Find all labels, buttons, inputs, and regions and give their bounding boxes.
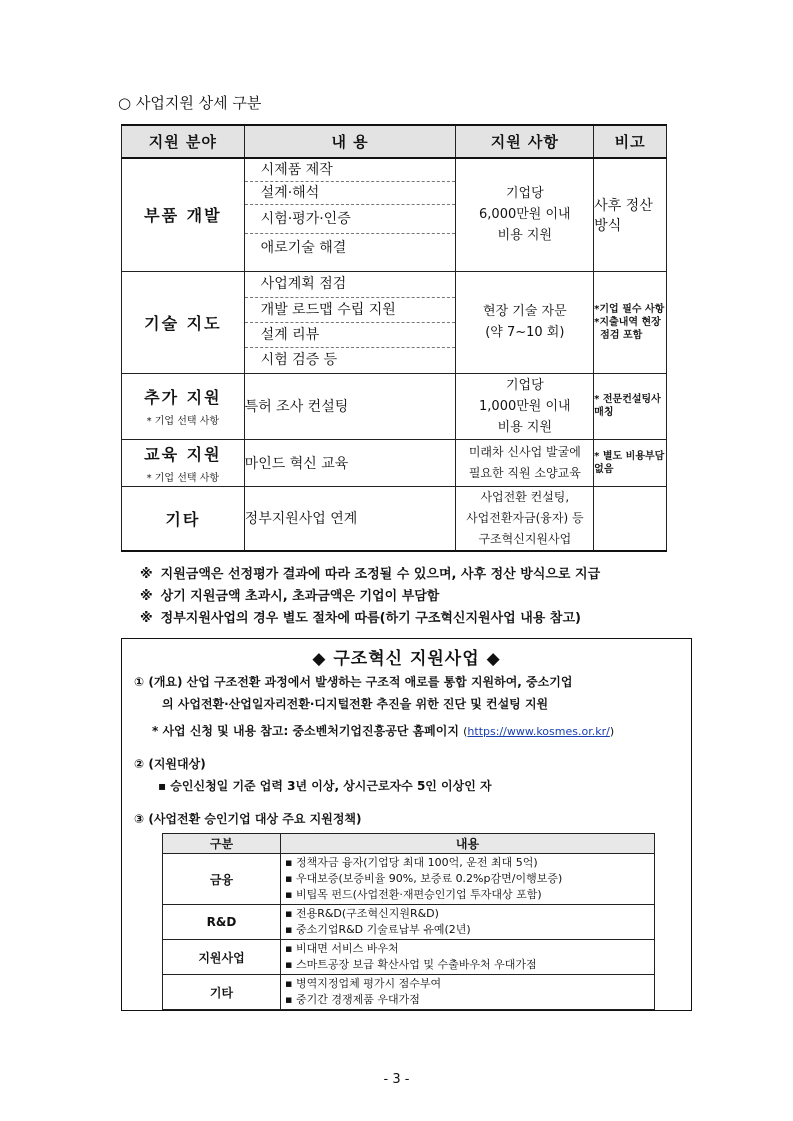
table-header-row [163,834,655,854]
support-line: (약 7~10 회) [485,325,565,340]
list-item: ▪ 스마트공장 보급 확산사업 및 수출바우처 우대가점 [285,958,537,971]
policy-table [162,833,655,1010]
header-area: 지원 분야 [122,125,245,158]
support-detail-table [121,124,667,552]
support-cell [456,271,594,373]
area-cell: 부품 개발 [122,158,245,271]
footnotes [140,564,600,630]
support-line: 비용 지원 [497,228,553,244]
table-header-row [122,125,667,158]
support-line: 구조혁신지원사업 [478,531,572,546]
target-text: ▪ 승인신청일 기준 업력 3년 이상, 상시근로자수 5인 이상인 자 [158,779,492,793]
support-cell [456,439,594,486]
note-mark: ※ [140,589,153,604]
header-category: 구분 [163,834,281,854]
table-row [163,940,655,975]
content-cell [244,158,456,271]
note-cell: * 별도 비용부담 없음 [594,439,667,486]
list-item: 설계 리뷰 [245,323,456,348]
support-line: 6,000만원 이내 [479,207,571,223]
reference-line [152,722,614,739]
paren-close: ) [609,725,615,738]
area-cell [122,439,245,486]
table-row [122,158,667,271]
footnote [140,608,600,630]
list-item: ▪ 우대보증(보증비율 90%, 보증료 0.2%p감면/이행보증) [285,872,563,885]
note-line: *지출내역 현장 [594,316,661,328]
area-cell: 기술 지도 [122,271,245,373]
list-item: ▪ 중기간 경쟁제품 우대가점 [285,993,420,1006]
header-content: 내용 [281,834,655,854]
support-cell [456,158,594,271]
items-cell [281,905,655,940]
content-cell: 정부지원사업 연계 [244,486,456,551]
list-item: 시제품 제작 [245,159,456,182]
list-item: 애로기술 해결 [260,240,347,256]
footnote [140,586,600,608]
note-cell [594,271,667,373]
items-cell [281,854,655,905]
area-label: 추가 지원 [144,388,222,407]
table-row [163,975,655,1010]
support-line: 사업전환 컨설팅, [480,489,570,504]
list-item: 개발 로드맵 수립 지원 [245,298,456,323]
support-line: 기업당 [505,186,544,202]
box-title: ◆ 구조혁신 지원사업 ◆ [312,649,501,669]
content-cell: 마인드 혁신 교육 [244,439,456,486]
area-cell [122,373,245,439]
structural-innovation-box [121,638,692,1011]
support-line: 현장 기술 자문 [483,304,567,319]
support-cell [456,373,594,439]
header-note: 비고 [594,125,667,158]
note-text: 지원금액은 선정평가 결과에 따라 조정될 수 있으며, 사후 정산 방식으로 지급 [160,567,601,582]
list-item: ▪ 비대면 서비스 바우처 [285,942,399,955]
table-row [122,373,667,439]
list-item: 사업계획 점검 [245,272,456,298]
category-cell: 기타 [163,975,281,1010]
overview-line-2: 의 사업전환·산업일자리전환·디지털전환 추진을 위한 진단 및 컨설팅 지원 [162,697,549,711]
support-line: 1,000만원 이내 [479,398,571,414]
note-cell: * 전문컨설팅사 매칭 [594,373,667,439]
note-mark: ※ [140,611,153,626]
note-mark: ※ [140,567,153,582]
category-cell: R&D [163,905,281,940]
table-row [163,905,655,940]
header-content: 내 용 [244,125,456,158]
paren-open: ( [463,725,468,738]
footnote [140,564,600,586]
kosmes-link[interactable]: https://www.kosmes.or.kr/ [467,725,610,738]
support-line: 기업당 [505,377,544,393]
area-sub-label: * 기업 선택 사항 [146,472,220,484]
note-text: 정부지원사업의 경우 별도 절차에 따름(하기 구조혁신지원사업 내용 참고) [160,611,581,626]
list-item: 시험 검증 등 [260,351,338,368]
list-item: 설계·해석 [245,182,456,205]
area-label: 교육 지원 [144,444,222,464]
list-item: ▪ 중소기업R&D 기술료납부 유예(2년) [285,923,471,936]
page-number: - 3 - [383,1072,410,1087]
table-row [122,486,667,551]
list-item: ▪ 병역지정업체 평가시 점수부여 [285,977,442,990]
overview-line-1: ① (개요) 산업 구조전환 과정에서 발생하는 구조적 애로를 통합 지원하여, 중소기업 [134,675,573,689]
list-item: ▪ 정책자금 융자(기업당 최대 100억, 운전 최대 5억) [285,856,538,869]
table-row [122,439,667,486]
area-cell: 기타 [122,486,245,551]
policy-title: ③ (사업전환 승인기업 대상 주요 지원정책) [134,812,362,826]
area-sub-label: * 기업 선택 사항 [146,416,220,427]
category-cell: 지원사업 [163,940,281,975]
support-cell [456,486,594,551]
header-support: 지원 사항 [456,125,594,158]
list-item: ▪ 비팁목 펀드(사업전환·재편승인기업 투자대상 포함) [285,888,542,901]
support-line: 필요한 직원 소양교육 [468,465,581,480]
target-title: ② (지원대상) [134,757,206,771]
support-line: 사업전환자금(융자) 등 [466,510,584,525]
items-cell [281,940,655,975]
category-cell: 금융 [163,854,281,905]
note-text: 상기 지원금액 초과시, 초과금액은 기업이 부담함 [160,589,440,604]
support-line: 미래차 신사업 발굴에 [468,444,581,459]
items-cell [281,975,655,1010]
note-line: *기업 필수 사항 [594,303,665,315]
support-line: 비용 지원 [497,419,553,435]
reference-text: * 사업 신청 및 내용 참고: 중소벤처기업진흥공단 홈페이지 [152,724,459,738]
list-item: 시험·평가·인증 [245,205,456,234]
list-item: ▪ 전용R&D(구조혁신지원R&D) [285,907,439,920]
table-row [163,854,655,905]
note-cell [594,486,667,551]
table-row [122,271,667,373]
section-heading: ○ 사업지원 상세 구분 [118,94,262,112]
content-cell [244,271,456,373]
note-line: 점검 포함 [600,329,643,341]
note-cell: 사후 정산 방식 [594,158,667,271]
content-cell: 특허 조사 컨설팅 [244,373,456,439]
